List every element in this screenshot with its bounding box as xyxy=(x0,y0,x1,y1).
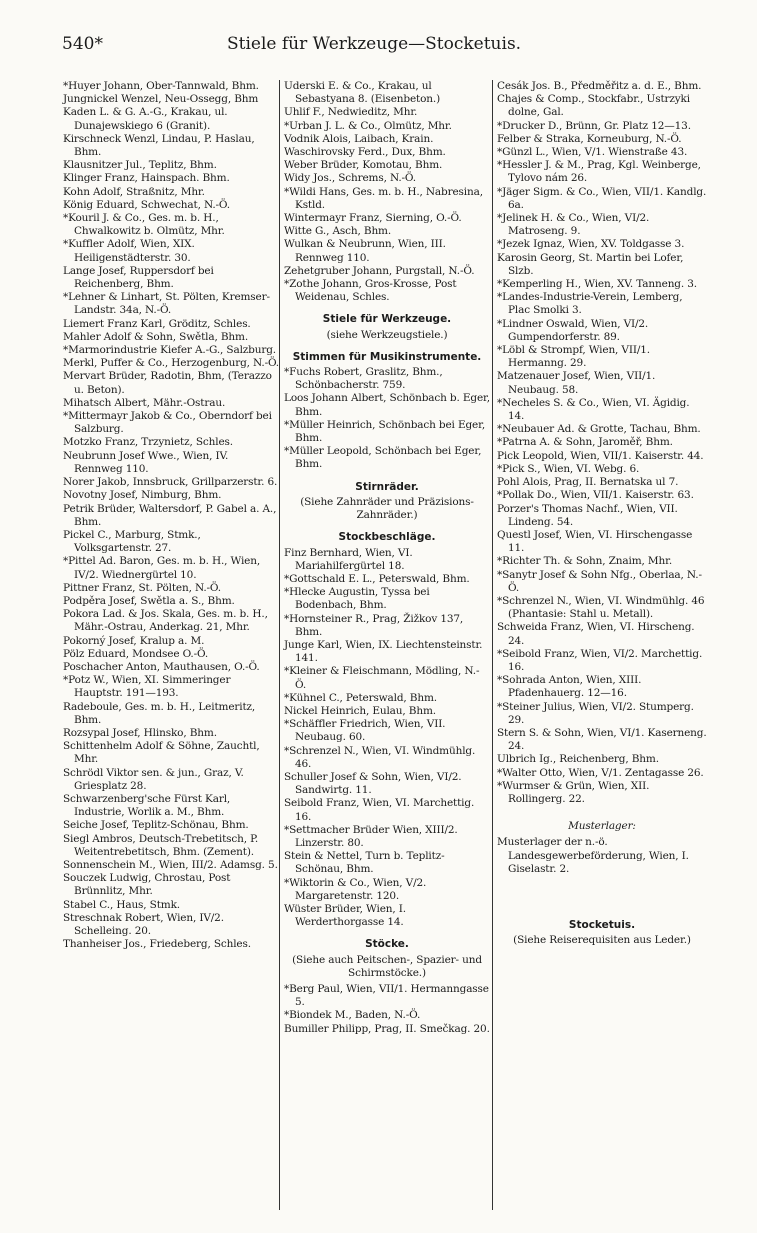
directory-entry: Ulbrich Ig., Reichenberg, Bhm. xyxy=(497,753,659,766)
directory-entry: *Schäffler Friedrich, Wien, VII. Neubaug. 60. xyxy=(284,718,446,744)
directory-entry: Lange Josef, Ruppersdorf bei Reichenberg, Bhm. xyxy=(63,264,214,291)
directory-entry: Klinger Franz, Hainspach. Bhm. xyxy=(63,172,230,185)
directory-entry: Chajes & Comp., Stockfabr., Ustrzyki dolne, Gal. xyxy=(497,93,690,119)
directory-entry: Schuller Josef & Sohn, Wien, VI/2. Sandwirtg. 11. xyxy=(284,770,462,797)
directory-entry: *Kuffler Adolf, Wien, XIX. Heiligenstädterstr. 30. xyxy=(63,238,195,264)
directory-entry: Pölz Eduard, Mondsee O.-Ö. xyxy=(63,647,209,660)
directory-entry: *Hlecke Augustin, Tyssa bei Bodenbach, Bhm. xyxy=(284,586,430,612)
section-heading-stirnraeder: Stirnräder. xyxy=(355,480,419,493)
directory-entry: Radeboule, Ges. m. b. H., Leitmeritz, Bhm. xyxy=(63,700,256,726)
directory-entry: *Sanytr Josef & Sohn Nfg., Oberlaa, N.-Ö. xyxy=(497,568,702,594)
directory-entry: *Berg Paul, Wien, VII/1. Hermanngasse 5. xyxy=(284,983,489,1009)
column-2 xyxy=(279,80,490,1210)
directory-entry: Pittner Franz, St. Pölten, N.-Ö. xyxy=(63,581,221,594)
directory-entry: *Müller Heinrich, Schönbach bei Eger, Bhm. xyxy=(284,418,486,445)
directory-entry: Podpěra Josef, Swětla a. S., Bhm. xyxy=(63,594,235,607)
directory-entry: *Potz W., Wien, XI. Simmeringer Hauptstr. 191—193. xyxy=(63,674,231,700)
see-reference: (Siehe auch Peitschen-, Spazier- und Schirmstöcke.) xyxy=(292,953,482,979)
directory-entry: *Walter Otto, Wien, V/1. Zentagasse 26. xyxy=(497,766,704,779)
see-reference: (Siehe Reiserequisiten aus Leder.) xyxy=(513,934,691,947)
directory-entry: *Mittermayr Jakob & Co., Oberndorf bei Salzburg. xyxy=(63,410,272,436)
directory-entry: *Steiner Julius, Wien, VI/2. Stumperg. 29. xyxy=(497,700,694,726)
directory-list xyxy=(497,80,707,806)
directory-entry: Cesák Jos. B., Předměřitz a. d. E., Bhm. xyxy=(497,80,702,92)
directory-entry: Uhlif F., Nedwieditz, Mhr. xyxy=(284,106,418,119)
directory-entry: Novotny Josef, Nimburg, Bhm. xyxy=(63,489,222,502)
directory-entry: Wüster Brüder, Wien, I. Werderthorgasse 14. xyxy=(284,902,406,929)
directory-entry: Sonnenschein M., Wien, III/2. Adamsg. 5. xyxy=(63,858,278,871)
directory-entry: Mahler Adolf & Sohn, Swětla, Bhm. xyxy=(63,330,249,343)
directory-entry: *Neubauer Ad. & Grotte, Tachau, Bhm. xyxy=(497,423,701,436)
page-header xyxy=(62,32,642,56)
directory-entry: Pick Leopold, Wien, VII/1. Kaiserstr. 44. xyxy=(497,449,704,462)
directory-entry: *Pollak Do., Wien, VII/1. Kaiserstr. 63. xyxy=(497,489,694,502)
directory-entry: Liemert Franz Karl, Gröditz, Schles. xyxy=(63,317,251,330)
directory-entry: *Schrenzel N., Wien, VI. Windmühlg. 46 (Phantasie: Stahl u. Metall). xyxy=(497,594,705,621)
directory-entry: *Hessler J. & M., Prag, Kgl. Weinberge, Tylovo nám 26. xyxy=(497,159,701,185)
section-heading-stockbeschlaege: Stockbeschläge. xyxy=(338,531,436,544)
directory-entry: Motzko Franz, Trzynietz, Schles. xyxy=(63,436,233,449)
directory-entry: Questl Josef, Wien, VI. Hirschengasse 11. xyxy=(497,528,693,555)
see-reference: (Siehe Zahnräder und Präzisions-Zahnräder.) xyxy=(300,495,474,522)
directory-entry: Schrödl Viktor sen. & jun., Graz, V. Griesplatz 28. xyxy=(63,766,244,792)
directory-entry: König Eduard, Schwechat, N.-Ö. xyxy=(63,198,230,211)
directory-entry: *Kemperling H., Wien, XV. Tanneng. 3. xyxy=(497,278,697,291)
directory-entry: *Zothe Johann, Gros-Krosse, Post Weidenau, Schles. xyxy=(284,278,457,304)
directory-entry: Felber & Straka, Korneuburg, N.-Ö. xyxy=(497,132,682,145)
directory-entry: Kirschneck Wenzl, Lindau, P. Haslau, Bhm. xyxy=(63,132,255,159)
running-title: Stiele für Werkzeuge—Stocketuis. xyxy=(227,34,522,54)
directory-entry: Porzer's Thomas Nachf., Wien, VII. Lindeng. 54. xyxy=(497,502,678,528)
directory-entry: Jungnickel Wenzel, Neu-Ossegg, Bhm xyxy=(63,93,259,106)
directory-entry: Musterlager der n.-ö. Landesgewerbeförderung, Wien, I. Giselastr. 2. xyxy=(497,836,689,875)
directory-entry: *Kleiner & Fleischmann, Mödling, N.-Ö. xyxy=(284,665,480,691)
directory-entry: Neubrunn Josef Wwe., Wien, IV. Rennweg 110. xyxy=(63,449,229,475)
directory-entry: *Urban J. L. & Co., Olmütz, Mhr. xyxy=(284,119,452,132)
directory-entry: *Lehner & Linhart, St. Pölten, Kremser-Landstr. 34a, N.-Ö. xyxy=(63,291,270,317)
directory-entry: Kaden L. & G. A.-G., Krakau, ul. Dunajewskiego 6 (Granit). xyxy=(63,106,228,132)
directory-entry: *Schrenzel N., Wien, VI. Windmühlg. 46. xyxy=(284,744,476,770)
section-heading-stoecke: Stöcke. xyxy=(365,938,409,951)
directory-entry: Junge Karl, Wien, IX. Liechtensteinstr. 141. xyxy=(284,638,483,665)
directory-entry: *Richter Th. & Sohn, Znaim, Mhr. xyxy=(497,555,673,568)
directory-entry: Bumiller Philipp, Prag, II. Smečkag. 20. xyxy=(284,1022,490,1035)
directory-entry: *Necheles S. & Co., Wien, VI. Ägidig. 14. xyxy=(497,396,690,423)
directory-entry: Uderski E. & Co., Krakau, ul Sebastyana 8. (Eisenbeton.) xyxy=(284,80,441,106)
directory-entry: Schittenhelm Adolf & Söhne, Zauchtl, Mhr. xyxy=(63,740,260,766)
directory-entry: Rozsypal Josef, Hlinsko, Bhm. xyxy=(63,726,217,739)
directory-entry: Mervart Brüder, Radotin, Bhm, (Terazzo u. Beton). xyxy=(63,370,272,396)
directory-entry: Pokorný Josef, Kralup a. M. xyxy=(63,634,205,647)
directory-entry: Widy Jos., Schrems, N.-Ö. xyxy=(284,172,416,185)
directory-entry: Streschnak Robert, Wien, IV/2. Schelleing. 20. xyxy=(63,911,224,937)
directory-entry: Seibold Franz, Wien, VI. Marchettig. 16. xyxy=(284,797,475,823)
directory-entry: Siegl Ambros, Deutsch-Trebetitsch, P. Weitentrebetitsch, Bhm. (Zement). xyxy=(63,832,259,858)
directory-entry: *Sohrada Anton, Wien, XIII. Pfadenhauerg. 12—16. xyxy=(497,674,642,700)
column-3 xyxy=(492,80,707,1210)
section-heading-stocketuis: Stocketuis. xyxy=(568,918,636,931)
directory-entry: Souczek Ludwig, Chrostau, Post Brünnlitz, Mhr. xyxy=(63,872,231,898)
directory-list xyxy=(284,366,490,472)
directory-entry: *Biondek M., Baden, N.-Ö. xyxy=(284,1009,421,1022)
directory-list xyxy=(497,836,707,876)
directory-entry: Finz Bernhard, Wien, VI. Mariahilfergürtel 18. xyxy=(284,546,413,572)
directory-entry: *Drucker D., Brünn, Gr. Platz 12—13. xyxy=(497,119,691,132)
directory-entry: Vodnik Alois, Laibach, Krain. xyxy=(284,132,434,145)
directory-entry: *Jelinek H. & Co., Wien, VI/2. Matroseng. 9. xyxy=(497,212,650,238)
directory-entry: Nickel Heinrich, Eulau, Bhm. xyxy=(284,704,436,717)
directory-entry: Stern S. & Sohn, Wien, VI/1. Kaserneng. 24. xyxy=(497,726,707,753)
directory-entry: Stabel C., Haus, Stmk. xyxy=(63,898,180,911)
directory-entry: *Marmorindustrie Kiefer A.-G., Salzburg. xyxy=(63,344,276,357)
directory-entry: Thanheiser Jos., Friedeberg, Schles. xyxy=(63,938,251,951)
directory-entry: *Settmacher Brüder Wien, XIII/2. Linzerstr. 80. xyxy=(284,823,458,849)
directory-entry: *Wiktorin & Co., Wien, V/2. Margaretenstr. 120. xyxy=(284,876,427,902)
page-number: 540* xyxy=(62,34,103,54)
directory-entry: Waschirovsky Ferd., Dux, Bhm. xyxy=(284,146,446,159)
directory-entry: Klausnitzer Jul., Teplitz, Bhm. xyxy=(63,159,217,172)
subheading-musterlager: Musterlager: xyxy=(568,820,636,833)
directory-entry: Weber Brüder, Komotau, Bhm. xyxy=(284,159,443,172)
directory-entry: *Landes-Industrie-Verein, Lemberg, Plac Smolki 3. xyxy=(497,291,683,317)
directory-entry: Loos Johann Albert, Schönbach b. Eger, Bhm. xyxy=(284,392,490,418)
directory-entry: *Günzl L., Wien, V/1. Wienstraße 43. xyxy=(497,146,688,159)
directory-entry: *Lindner Oswald, Wien, VI/2. Gumpendorferstr. 89. xyxy=(497,317,649,343)
directory-list xyxy=(284,983,490,1036)
directory-entry: Schweida Franz, Wien, VI. Hirscheng. 24. xyxy=(497,621,695,647)
directory-entry: *Gottschald E. L., Peterswald, Bhm. xyxy=(284,572,470,585)
directory-entry: Kohn Adolf, Straßnitz, Mhr. xyxy=(63,185,205,198)
directory-entry: Wulkan & Neubrunn, Wien, III. Rennweg 110. xyxy=(284,238,446,264)
directory-entry: Pohl Alois, Prag, II. Bernatska ul 7. xyxy=(497,476,679,489)
directory-entry: *Fuchs Robert, Graslitz, Bhm., Schönbacherstr. 759. xyxy=(284,366,443,392)
directory-entry: *Jäger Sigm. & Co., Wien, VII/1. Kandlg. 6a. xyxy=(497,185,707,211)
directory-entry: *Hornsteiner R., Prag, Žižkov 137, Bhm. xyxy=(284,612,464,638)
column-1 xyxy=(63,80,279,1210)
directory-entry: Schwarzenberg'sche Fürst Karl, Industrie, Worlik a. M., Bhm. xyxy=(63,792,231,819)
directory-entry: Zehetgruber Johann, Purgstall, N.-Ö. xyxy=(284,264,475,277)
directory-entry: *Kühnel C., Peterswald, Bhm. xyxy=(284,691,437,704)
directory-entry: Pokora Lad. & Jos. Skala, Ges. m. b. H., Mähr.-Ostrau, Anderkag. 21, Mhr. xyxy=(63,608,268,634)
directory-entry: *Pick S., Wien, VI. Webg. 6. xyxy=(497,462,640,475)
section-heading-stiele: Stiele für Werkzeuge. xyxy=(322,313,452,326)
directory-list xyxy=(284,547,490,930)
directory-entry: Mihatsch Albert, Mähr.-Ostrau. xyxy=(63,396,226,409)
directory-entry: Seiche Josef, Teplitz-Schönau, Bhm. xyxy=(63,819,249,832)
directory-entry: Wintermayr Franz, Sierning, O.-Ö. xyxy=(284,212,462,225)
directory-entry: *Jezek Ignaz, Wien, XV. Toldgasse 3. xyxy=(497,238,685,251)
directory-entry: Witte G., Asch, Bhm. xyxy=(284,225,392,238)
directory-entry: *Huyer Johann, Ober-Tannwald, Bhm. xyxy=(63,80,259,92)
see-reference: (siehe Werkzeugstiele.) xyxy=(326,328,448,341)
directory-entry: *Pittel Ad. Baron, Ges. m. b. H., Wien, IV/2. Wiednergürtel 10. xyxy=(63,555,261,581)
directory-entry: Pickel C., Marburg, Stmk., Volksgartenstr. 27. xyxy=(63,528,201,555)
directory-entry: *Wildi Hans, Ges. m. b. H., Nabresina, Kstld. xyxy=(284,185,483,211)
directory-entry: Petrik Brüder, Waltersdorf, P. Gabel a. A., Bhm. xyxy=(63,502,277,528)
directory-entry: *Wurmser & Grün, Wien, XII. Rollingerg. 22. xyxy=(497,779,650,805)
directory-entry: Karosin Georg, St. Martin bei Lofer, Slzb. xyxy=(497,251,684,277)
directory-entry: *Müller Leopold, Schönbach bei Eger, Bhm. xyxy=(284,445,482,471)
directory-entry: *Patrna A. & Sohn, Jaroměř, Bhm. xyxy=(497,436,673,449)
directory-entry: *Kouril J. & Co., Ges. m. b. H., Chwalkowitz b. Olmütz, Mhr. xyxy=(63,212,225,238)
directory-entry: Merkl, Puffer & Co., Herzogenburg, N.-Ö. xyxy=(63,357,279,370)
directory-list xyxy=(284,80,490,304)
directory-entry: Norer Jakob, Innsbruck, Grillparzerstr. 6. xyxy=(63,476,278,489)
directory-entry: Stein & Nettel, Turn b. Teplitz-Schönau, Bhm. xyxy=(284,850,445,876)
section-heading-stimmen: Stimmen für Musikinstrumente. xyxy=(292,350,482,363)
directory-entry: *Löbl & Strompf, Wien, VII/1. Hermanng. 29. xyxy=(497,344,650,370)
directory-entry: Poschacher Anton, Mauthausen, O.-Ö. xyxy=(63,660,260,673)
directory-entry: *Seibold Franz, Wien, VI/2. Marchettig. 16. xyxy=(497,647,703,673)
directory-entry: Matzenauer Josef, Wien, VII/1. Neubaug. 58. xyxy=(497,370,656,396)
